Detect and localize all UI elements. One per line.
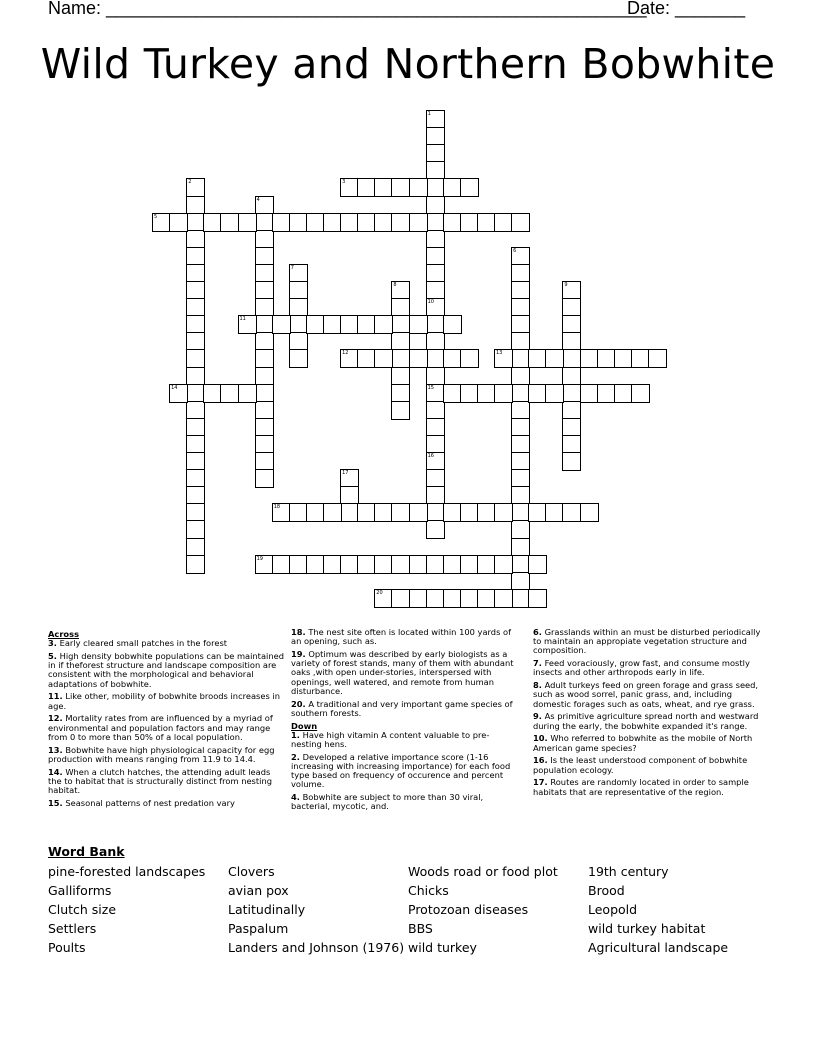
word-bank-item: Paspalum bbox=[228, 921, 289, 936]
clues-column-3 bbox=[533, 628, 768, 800]
clue-number-label: 3 bbox=[342, 179, 346, 186]
grid-cell[interactable] bbox=[409, 315, 428, 334]
grid-cell[interactable] bbox=[443, 315, 462, 334]
clue-number-label: 10 bbox=[427, 299, 434, 306]
clue-number: 16. bbox=[533, 755, 548, 766]
clue-number: 2. bbox=[291, 751, 300, 762]
grid-cell[interactable] bbox=[255, 469, 274, 488]
word-bank-item: Clovers bbox=[228, 864, 275, 879]
word-bank-item: wild turkey bbox=[408, 940, 477, 955]
clue-number: 3. bbox=[48, 638, 57, 649]
clue-text: Early cleared small patches in the forest bbox=[59, 638, 228, 649]
word-bank-column-2 bbox=[228, 862, 404, 957]
word-bank-item: Agricultural landscape bbox=[588, 940, 729, 955]
clue-text: Seasonal patterns of nest predation vary bbox=[65, 797, 235, 808]
clue-across-19 bbox=[291, 650, 519, 696]
grid-cell[interactable] bbox=[494, 503, 513, 522]
word-bank-item: 19th century bbox=[588, 864, 669, 879]
clue-number: 5. bbox=[48, 651, 57, 661]
clue-text: Grasslands within an must be disturbed periodically to maintain an appropiate vegetation structure and composition. bbox=[533, 627, 761, 656]
clue-number: 9. bbox=[533, 711, 542, 722]
grid-cell[interactable] bbox=[409, 503, 428, 522]
grid-cell[interactable] bbox=[494, 384, 513, 403]
word-bank-item: BBS bbox=[408, 921, 433, 936]
clue-across-15 bbox=[48, 799, 284, 808]
grid-cell-11[interactable] bbox=[238, 315, 257, 334]
clue-number-label: 7 bbox=[290, 264, 294, 271]
grid-cell[interactable] bbox=[545, 384, 564, 403]
grid-cell[interactable] bbox=[289, 349, 308, 368]
word-bank-column-3 bbox=[408, 862, 558, 957]
clue-number-label: 20 bbox=[376, 589, 383, 596]
clue-number: 13. bbox=[48, 744, 63, 755]
word-bank-item: Latitudinally bbox=[228, 902, 306, 917]
clue-number-label: 14 bbox=[171, 384, 178, 391]
grid-cell[interactable] bbox=[374, 315, 393, 334]
grid-cell[interactable] bbox=[374, 349, 393, 368]
down-heading: Down bbox=[291, 720, 318, 731]
grid-cell[interactable] bbox=[528, 555, 547, 574]
word-bank-item: Woods road or food plot bbox=[408, 864, 558, 879]
clue-number-label: 8 bbox=[393, 282, 397, 288]
word-bank-item: Leopold bbox=[588, 902, 638, 917]
word-bank-item: wild turkey habitat bbox=[588, 921, 706, 936]
clue-number: 7. bbox=[533, 658, 542, 669]
clue-down-2 bbox=[291, 753, 519, 790]
name-field[interactable]: Name: ______________________________________________________ bbox=[48, 0, 647, 18]
clue-number: 20. bbox=[291, 698, 306, 709]
clue-text: Bobwhite have high physiological capacity for egg production with means ranging from 11.9 to 14.4. bbox=[48, 744, 275, 764]
clue-number-label: 4 bbox=[256, 196, 260, 203]
clue-number-label: 13 bbox=[496, 350, 503, 357]
clue-number: 6. bbox=[533, 627, 542, 637]
clue-number-label: 1 bbox=[427, 111, 431, 117]
clue-text: Adult turkeys feed on green forage and grass seed, such as wood sorrel, panic grass, and, including domestic forages such as oats, wheat, and rye grass. bbox=[533, 680, 759, 709]
across-heading: Across bbox=[48, 629, 80, 639]
word-bank-item: Poults bbox=[48, 940, 86, 955]
word-bank-item: Clutch size bbox=[48, 902, 117, 917]
clue-text: Bobwhite are subject to more than 30 viral, bacterial, mycotic, and. bbox=[291, 792, 484, 812]
clue-across-11 bbox=[48, 692, 284, 710]
clue-across-5 bbox=[48, 652, 284, 689]
clue-number: 8. bbox=[533, 680, 542, 691]
clue-number-label: 18 bbox=[273, 504, 281, 511]
grid-cell-14[interactable] bbox=[169, 384, 188, 403]
clue-number: 19. bbox=[291, 649, 306, 659]
grid-cell[interactable] bbox=[460, 349, 479, 368]
clue-number-label: 2 bbox=[188, 179, 192, 186]
clue-number-label: 9 bbox=[564, 282, 568, 288]
grid-cell-13[interactable] bbox=[494, 349, 513, 368]
clue-number: 15. bbox=[48, 797, 63, 808]
clue-text: A traditional and very important game species of southern forests. bbox=[291, 698, 513, 718]
clue-down-16 bbox=[533, 756, 768, 774]
clue-down-6 bbox=[533, 628, 768, 656]
clue-down-7 bbox=[533, 659, 768, 677]
grid-cell[interactable] bbox=[409, 178, 428, 197]
word-bank-item: Landers and Johnson (1976) bbox=[228, 940, 405, 955]
clue-text: Mortality rates from are influenced by a myriad of environmental and population factors and may range from 0 to more than 50% of a local population. bbox=[48, 713, 273, 742]
grid-cell[interactable] bbox=[391, 401, 410, 420]
grid-cell[interactable] bbox=[494, 555, 513, 574]
clue-number-label: 15 bbox=[427, 384, 434, 391]
grid-cell[interactable] bbox=[460, 178, 479, 197]
clue-number-label: 19 bbox=[256, 555, 263, 562]
clue-number: 11. bbox=[48, 691, 63, 702]
word-bank-item: pine-forested landscapes bbox=[48, 864, 206, 879]
clue-number-label: 17 bbox=[342, 470, 349, 477]
clue-number: 10. bbox=[533, 733, 548, 744]
grid-cell[interactable] bbox=[409, 213, 428, 232]
clue-text: Routes are randomly located in order to sample habitats that are representative of the region. bbox=[533, 777, 749, 797]
clue-down-4 bbox=[291, 793, 519, 811]
clue-text: Is the least understood component of bobwhite population ecology. bbox=[533, 755, 748, 775]
page-title: Wild Turkey and Northern Bobwhite bbox=[40, 40, 776, 88]
word-bank-item: Chicks bbox=[408, 883, 449, 898]
clue-down-17 bbox=[533, 778, 768, 796]
clue-number-label: 16 bbox=[427, 453, 434, 459]
grid-cell[interactable] bbox=[562, 452, 581, 471]
clue-across-12 bbox=[48, 714, 284, 742]
clue-text: High density bobwhite populations can be maintained in if theforest structure and landscape composition are consistent with the morphological and behavioral adaptations of bobwhite. bbox=[48, 651, 284, 689]
clue-number: 14. bbox=[48, 766, 63, 777]
word-bank-column-1 bbox=[48, 862, 205, 957]
clue-down-10 bbox=[533, 734, 768, 752]
clue-number: 4. bbox=[291, 792, 300, 803]
clue-text: Have high vitamin A content valuable to pre-nesting hens. bbox=[291, 729, 490, 750]
grid-cell[interactable] bbox=[494, 589, 513, 608]
word-bank-item: Settlers bbox=[48, 921, 97, 936]
clue-text: When a clutch hatches, the attending adult leads the to habitat that is structurally distinct from nesting habitat. bbox=[48, 766, 272, 796]
clue-across-14 bbox=[48, 768, 284, 796]
grid-cell[interactable] bbox=[648, 349, 667, 368]
clue-down-1 bbox=[291, 731, 519, 749]
clue-text: Developed a relative importance score (1-16 increasing with increasing importance) for each food type based on frequency of occurence and percent volume. bbox=[291, 751, 511, 790]
clue-across-3 bbox=[48, 639, 284, 648]
clue-text: As primitive agriculture spread north and westward during the early, the bobwhite expanded it's range. bbox=[533, 711, 759, 731]
clue-number-label: 5 bbox=[154, 213, 158, 220]
clue-text: The nest site often is located within 100 yards of an opening, such as. bbox=[291, 627, 512, 647]
clue-text: Optimum was described by early biologists as a variety of forest stands, many of them with abundant oaks ,with open under-stories, interspersed with openings, well watered, and remote from human disturbance. bbox=[291, 649, 514, 696]
grid-cell[interactable] bbox=[631, 384, 650, 403]
word-bank-title: Word Bank bbox=[48, 844, 125, 859]
clue-number-label: 11 bbox=[239, 316, 246, 323]
clue-across-18 bbox=[291, 628, 519, 646]
clue-across-13 bbox=[48, 746, 284, 764]
clue-down-9 bbox=[533, 712, 768, 730]
grid-cell[interactable] bbox=[169, 213, 188, 232]
grid-cell[interactable] bbox=[409, 349, 428, 368]
clue-text: Feed voraciously, grow fast, and consume mostly insects and other arthropods early in life. bbox=[533, 658, 750, 678]
clue-number-label: 6 bbox=[513, 247, 517, 254]
clue-number: 12. bbox=[48, 713, 63, 724]
clue-number: 1. bbox=[291, 729, 300, 740]
word-bank-item: avian pox bbox=[228, 883, 289, 898]
grid-cell[interactable] bbox=[545, 349, 564, 368]
grid-cell[interactable] bbox=[238, 384, 257, 403]
clue-number: 17. bbox=[533, 777, 548, 788]
grid-cell[interactable] bbox=[272, 315, 291, 334]
word-bank-item: Brood bbox=[588, 883, 625, 898]
grid-cell[interactable] bbox=[426, 520, 445, 539]
clue-text: Like other, mobility of bobwhite broods increases in age. bbox=[48, 691, 280, 711]
word-bank-item: Galliforms bbox=[48, 883, 112, 898]
clues-column-1 bbox=[48, 628, 284, 812]
clues-column-2 bbox=[291, 628, 519, 815]
grid-cell[interactable] bbox=[323, 503, 342, 522]
clue-number: 18. bbox=[291, 627, 306, 637]
grid-cell[interactable] bbox=[186, 555, 205, 574]
word-bank-item: Protozoan diseases bbox=[408, 902, 529, 917]
date-field[interactable]: Date: _______ bbox=[627, 0, 746, 18]
clue-number-label: 12 bbox=[342, 350, 349, 357]
clue-text: Who referred to bobwhite as the mobile of North American game species? bbox=[533, 733, 753, 753]
grid-cell[interactable] bbox=[238, 213, 257, 232]
grid-cell[interactable] bbox=[580, 503, 599, 522]
grid-cell[interactable] bbox=[511, 213, 530, 232]
clue-down-8 bbox=[533, 681, 768, 709]
grid-cell[interactable] bbox=[528, 589, 547, 608]
word-bank-column-4 bbox=[588, 862, 728, 957]
clue-across-20 bbox=[291, 700, 519, 718]
